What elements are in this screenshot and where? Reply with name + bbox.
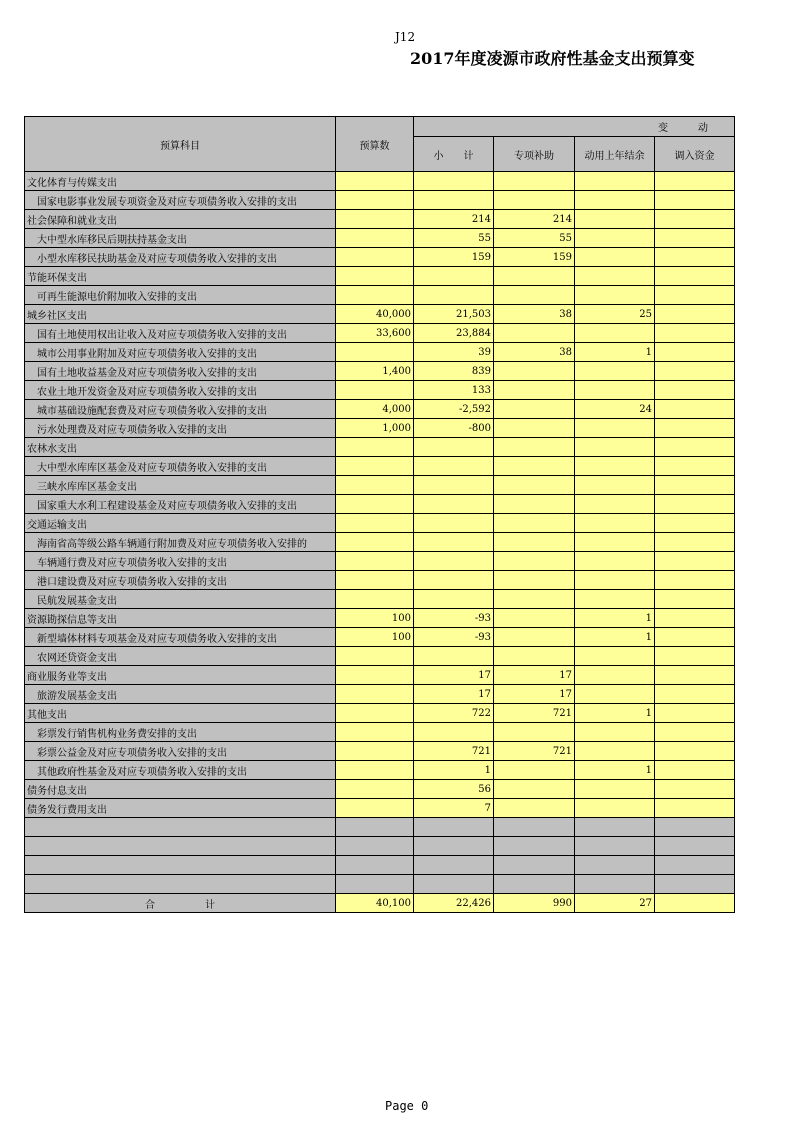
cell-special [494,533,575,552]
table-row [25,780,735,799]
cell-label: 新型墙体材料专项基金及对应专项债务收入安排的支出 [25,628,336,647]
table-row [25,590,735,609]
cell-budget [336,381,414,400]
cell-prior [575,799,655,818]
cell-transfer [655,685,735,704]
cell-prior: 1 [575,761,655,780]
cell-budget [336,666,414,685]
cell-special: 17 [494,666,575,685]
cell-label: 国家电影事业发展专项资金及对应专项债务收入安排的支出 [25,191,336,210]
cell-special [494,571,575,590]
cell-label: 彩票公益金及对应专项债务收入安排的支出 [25,742,336,761]
table-row [25,628,735,647]
cell-special: 214 [494,210,575,229]
cell-prior [575,172,655,191]
blank-row [25,875,735,894]
cell-label: 文化体育与传媒支出 [25,172,336,191]
blank-row [25,818,735,837]
table-row [25,362,735,381]
cell-budget [336,761,414,780]
cell-label: 商业服务业等支出 [25,666,336,685]
cell-special [494,628,575,647]
cell-transfer [655,476,735,495]
cell-label: 其他政府性基金及对应专项债务收入安排的支出 [25,761,336,780]
cell-budget: 33,600 [336,324,414,343]
cell-transfer [655,609,735,628]
cell-prior [575,552,655,571]
cell-label: 海南省高等级公路车辆通行附加费及对应专项债务收入安排的 [25,533,336,552]
cell-special [494,172,575,191]
header-transfer: 调入资金 [655,137,735,172]
cell-budget: 4,000 [336,400,414,419]
cell-transfer [655,438,735,457]
cell-subtotal: 722 [414,704,494,723]
total-label: 合 计 [25,894,336,913]
cell-subtotal [414,191,494,210]
cell-transfer [655,799,735,818]
cell-budget [336,495,414,514]
cell-subtotal: -2,592 [414,400,494,419]
cell-special [494,780,575,799]
cell-transfer [655,590,735,609]
cell-special: 159 [494,248,575,267]
table-row [25,419,735,438]
cell-transfer [655,666,735,685]
cell-label: 国家重大水利工程建设基金及对应专项债务收入安排的支出 [25,495,336,514]
cell-budget [336,799,414,818]
cell-budget [336,514,414,533]
cell-budget [336,590,414,609]
table-row [25,647,735,666]
cell-label: 国有土地使用权出让收入及对应专项债务收入安排的支出 [25,324,336,343]
cell-special [494,799,575,818]
cell-special [494,267,575,286]
cell-budget [336,172,414,191]
cell-transfer [655,533,735,552]
table-row [25,172,735,191]
cell-special [494,476,575,495]
table-row [25,799,735,818]
cell-prior [575,381,655,400]
cell-special: 55 [494,229,575,248]
cell-label: 交通运输支出 [25,514,336,533]
cell-special: 38 [494,343,575,362]
cell-label: 资源勘探信息等支出 [25,609,336,628]
cell-subtotal [414,647,494,666]
cell-special [494,381,575,400]
cell-transfer [655,286,735,305]
cell-subtotal: 1 [414,761,494,780]
cell-label: 旅游发展基金支出 [25,685,336,704]
cell-special [494,723,575,742]
cell-label: 污水处理费及对应专项债务收入安排的支出 [25,419,336,438]
cell-special: 721 [494,742,575,761]
table-row [25,210,735,229]
cell-subtotal: 17 [414,685,494,704]
table-row [25,305,735,324]
header-prior: 动用上年结余 [575,137,655,172]
cell-prior [575,419,655,438]
cell-label: 农林水支出 [25,438,336,457]
cell-special [494,191,575,210]
cell-budget [336,552,414,571]
total-row [25,894,735,913]
cell-label: 大中型水库移民后期扶持基金支出 [25,229,336,248]
cell-budget [336,210,414,229]
cell-label: 其他支出 [25,704,336,723]
cell-prior [575,514,655,533]
header-change: 变 动 [414,117,735,137]
cell-prior [575,286,655,305]
cell-subtotal [414,438,494,457]
table-row [25,685,735,704]
cell-prior [575,457,655,476]
cell-subtotal [414,495,494,514]
cell-special [494,552,575,571]
total-prior: 27 [575,894,655,913]
cell-budget [336,457,414,476]
cell-budget: 1,000 [336,419,414,438]
cell-label: 民航发展基金支出 [25,590,336,609]
cell-transfer [655,419,735,438]
cell-transfer [655,229,735,248]
total-budget: 40,100 [336,894,414,913]
cell-transfer [655,343,735,362]
cell-prior [575,590,655,609]
cell-transfer [655,723,735,742]
cell-budget [336,742,414,761]
cell-prior [575,210,655,229]
cell-transfer [655,742,735,761]
cell-transfer [655,495,735,514]
cell-transfer [655,172,735,191]
table-row [25,476,735,495]
cell-subtotal [414,590,494,609]
table-row [25,571,735,590]
cell-transfer [655,305,735,324]
cell-subtotal: -93 [414,628,494,647]
cell-subtotal [414,552,494,571]
table-row [25,324,735,343]
cell-subtotal: -93 [414,609,494,628]
cell-budget [336,438,414,457]
cell-prior [575,666,655,685]
cell-subtotal: 214 [414,210,494,229]
cell-budget [336,229,414,248]
cell-prior: 1 [575,704,655,723]
cell-special [494,324,575,343]
cell-transfer [655,457,735,476]
cell-label: 节能环保支出 [25,267,336,286]
cell-budget [336,533,414,552]
cell-transfer [655,628,735,647]
cell-subtotal [414,476,494,495]
table-row [25,609,735,628]
cell-prior [575,324,655,343]
cell-special: 721 [494,704,575,723]
cell-special [494,457,575,476]
table-row [25,381,735,400]
cell-prior [575,533,655,552]
cell-transfer [655,780,735,799]
cell-prior [575,438,655,457]
cell-label: 小型水库移民扶助基金及对应专项债务收入安排的支出 [25,248,336,267]
cell-transfer [655,704,735,723]
cell-label: 农业土地开发资金及对应专项债务收入安排的支出 [25,381,336,400]
cell-budget: 100 [336,628,414,647]
cell-subtotal: 21,503 [414,305,494,324]
budget-table [24,116,735,913]
cell-subtotal [414,286,494,305]
cell-subtotal: 17 [414,666,494,685]
cell-transfer [655,191,735,210]
cell-prior [575,229,655,248]
cell-budget [336,704,414,723]
cell-special [494,761,575,780]
header-special: 专项补助 [494,137,575,172]
cell-special [494,286,575,305]
cell-budget [336,286,414,305]
cell-prior: 24 [575,400,655,419]
cell-special [494,400,575,419]
table-row [25,248,735,267]
cell-prior [575,647,655,666]
total-transfer [655,894,735,913]
cell-label: 城市公用事业附加及对应专项债务收入安排的支出 [25,343,336,362]
table-row [25,742,735,761]
cell-subtotal: 23,884 [414,324,494,343]
cell-prior [575,780,655,799]
cell-label: 国有土地收益基金及对应专项债务收入安排的支出 [25,362,336,381]
cell-budget [336,248,414,267]
cell-prior: 1 [575,628,655,647]
cell-budget [336,647,414,666]
cell-prior [575,248,655,267]
cell-label: 城市基础设施配套费及对应专项债务收入安排的支出 [25,400,336,419]
cell-subtotal: 159 [414,248,494,267]
cell-prior [575,723,655,742]
cell-budget [336,685,414,704]
header-subtotal: 小 计 [414,137,494,172]
cell-subtotal: 839 [414,362,494,381]
table-row [25,343,735,362]
cell-label: 大中型水库库区基金及对应专项债务收入安排的支出 [25,457,336,476]
cell-transfer [655,210,735,229]
cell-budget: 40,000 [336,305,414,324]
cell-subtotal: 721 [414,742,494,761]
cell-subtotal [414,533,494,552]
table-row [25,533,735,552]
cell-transfer [655,761,735,780]
cell-label: 农网还贷资金支出 [25,647,336,666]
total-subtotal: 22,426 [414,894,494,913]
cell-budget [336,780,414,799]
table-row [25,514,735,533]
cell-special [494,438,575,457]
cell-prior [575,362,655,381]
cell-subtotal [414,457,494,476]
table-row [25,267,735,286]
table-row [25,191,735,210]
page-title: 2017年度凌源市政府性基金支出预算变 [410,49,695,68]
cell-label: 可再生能源电价附加收入安排的支出 [25,286,336,305]
cell-budget [336,476,414,495]
cell-label: 港口建设费及对应专项债务收入安排的支出 [25,571,336,590]
cell-subtotal: -800 [414,419,494,438]
cell-subtotal: 55 [414,229,494,248]
table-row [25,704,735,723]
table-row [25,666,735,685]
cell-prior [575,267,655,286]
cell-budget: 100 [336,609,414,628]
cell-label: 债务付息支出 [25,780,336,799]
cell-prior [575,476,655,495]
table-row [25,229,735,248]
cell-transfer [655,324,735,343]
cell-special [494,609,575,628]
cell-transfer [655,381,735,400]
cell-budget [336,343,414,362]
cell-transfer [655,248,735,267]
cell-budget [336,571,414,590]
total-special: 990 [494,894,575,913]
header-subject: 预算科目 [25,117,336,172]
header-budget: 预算数 [336,117,414,172]
cell-prior: 25 [575,305,655,324]
cell-special [494,590,575,609]
cell-prior [575,685,655,704]
cell-transfer [655,552,735,571]
cell-subtotal: 133 [414,381,494,400]
cell-transfer [655,647,735,666]
cell-special [494,647,575,666]
cell-label: 车辆通行费及对应专项债务收入安排的支出 [25,552,336,571]
cell-budget [336,267,414,286]
page-footer: Page 0 [385,1099,429,1113]
table-row [25,286,735,305]
cell-budget: 1,400 [336,362,414,381]
cell-transfer [655,571,735,590]
blank-row [25,856,735,875]
cell-label: 社会保障和就业支出 [25,210,336,229]
blank-row [25,837,735,856]
cell-prior: 1 [575,343,655,362]
cell-special [494,362,575,381]
cell-subtotal: 7 [414,799,494,818]
table-row [25,495,735,514]
cell-subtotal [414,267,494,286]
cell-subtotal [414,172,494,191]
cell-label: 三峡水库库区基金支出 [25,476,336,495]
cell-special [494,514,575,533]
cell-prior [575,495,655,514]
cell-prior [575,571,655,590]
cell-prior: 1 [575,609,655,628]
table-row [25,761,735,780]
cell-prior [575,191,655,210]
cell-special [494,495,575,514]
cell-label: 城乡社区支出 [25,305,336,324]
cell-special: 38 [494,305,575,324]
table-code: J12 [395,30,416,44]
cell-budget [336,191,414,210]
cell-transfer [655,514,735,533]
cell-subtotal [414,571,494,590]
table-row [25,552,735,571]
cell-budget [336,723,414,742]
cell-transfer [655,362,735,381]
cell-subtotal [414,723,494,742]
cell-label: 债务发行费用支出 [25,799,336,818]
table-row [25,400,735,419]
cell-special [494,419,575,438]
table-row [25,457,735,476]
cell-transfer [655,400,735,419]
table-row [25,723,735,742]
cell-subtotal: 39 [414,343,494,362]
table-row [25,438,735,457]
cell-subtotal: 56 [414,780,494,799]
cell-special: 17 [494,685,575,704]
cell-transfer [655,267,735,286]
cell-subtotal [414,514,494,533]
cell-label: 彩票发行销售机构业务费安排的支出 [25,723,336,742]
cell-prior [575,742,655,761]
